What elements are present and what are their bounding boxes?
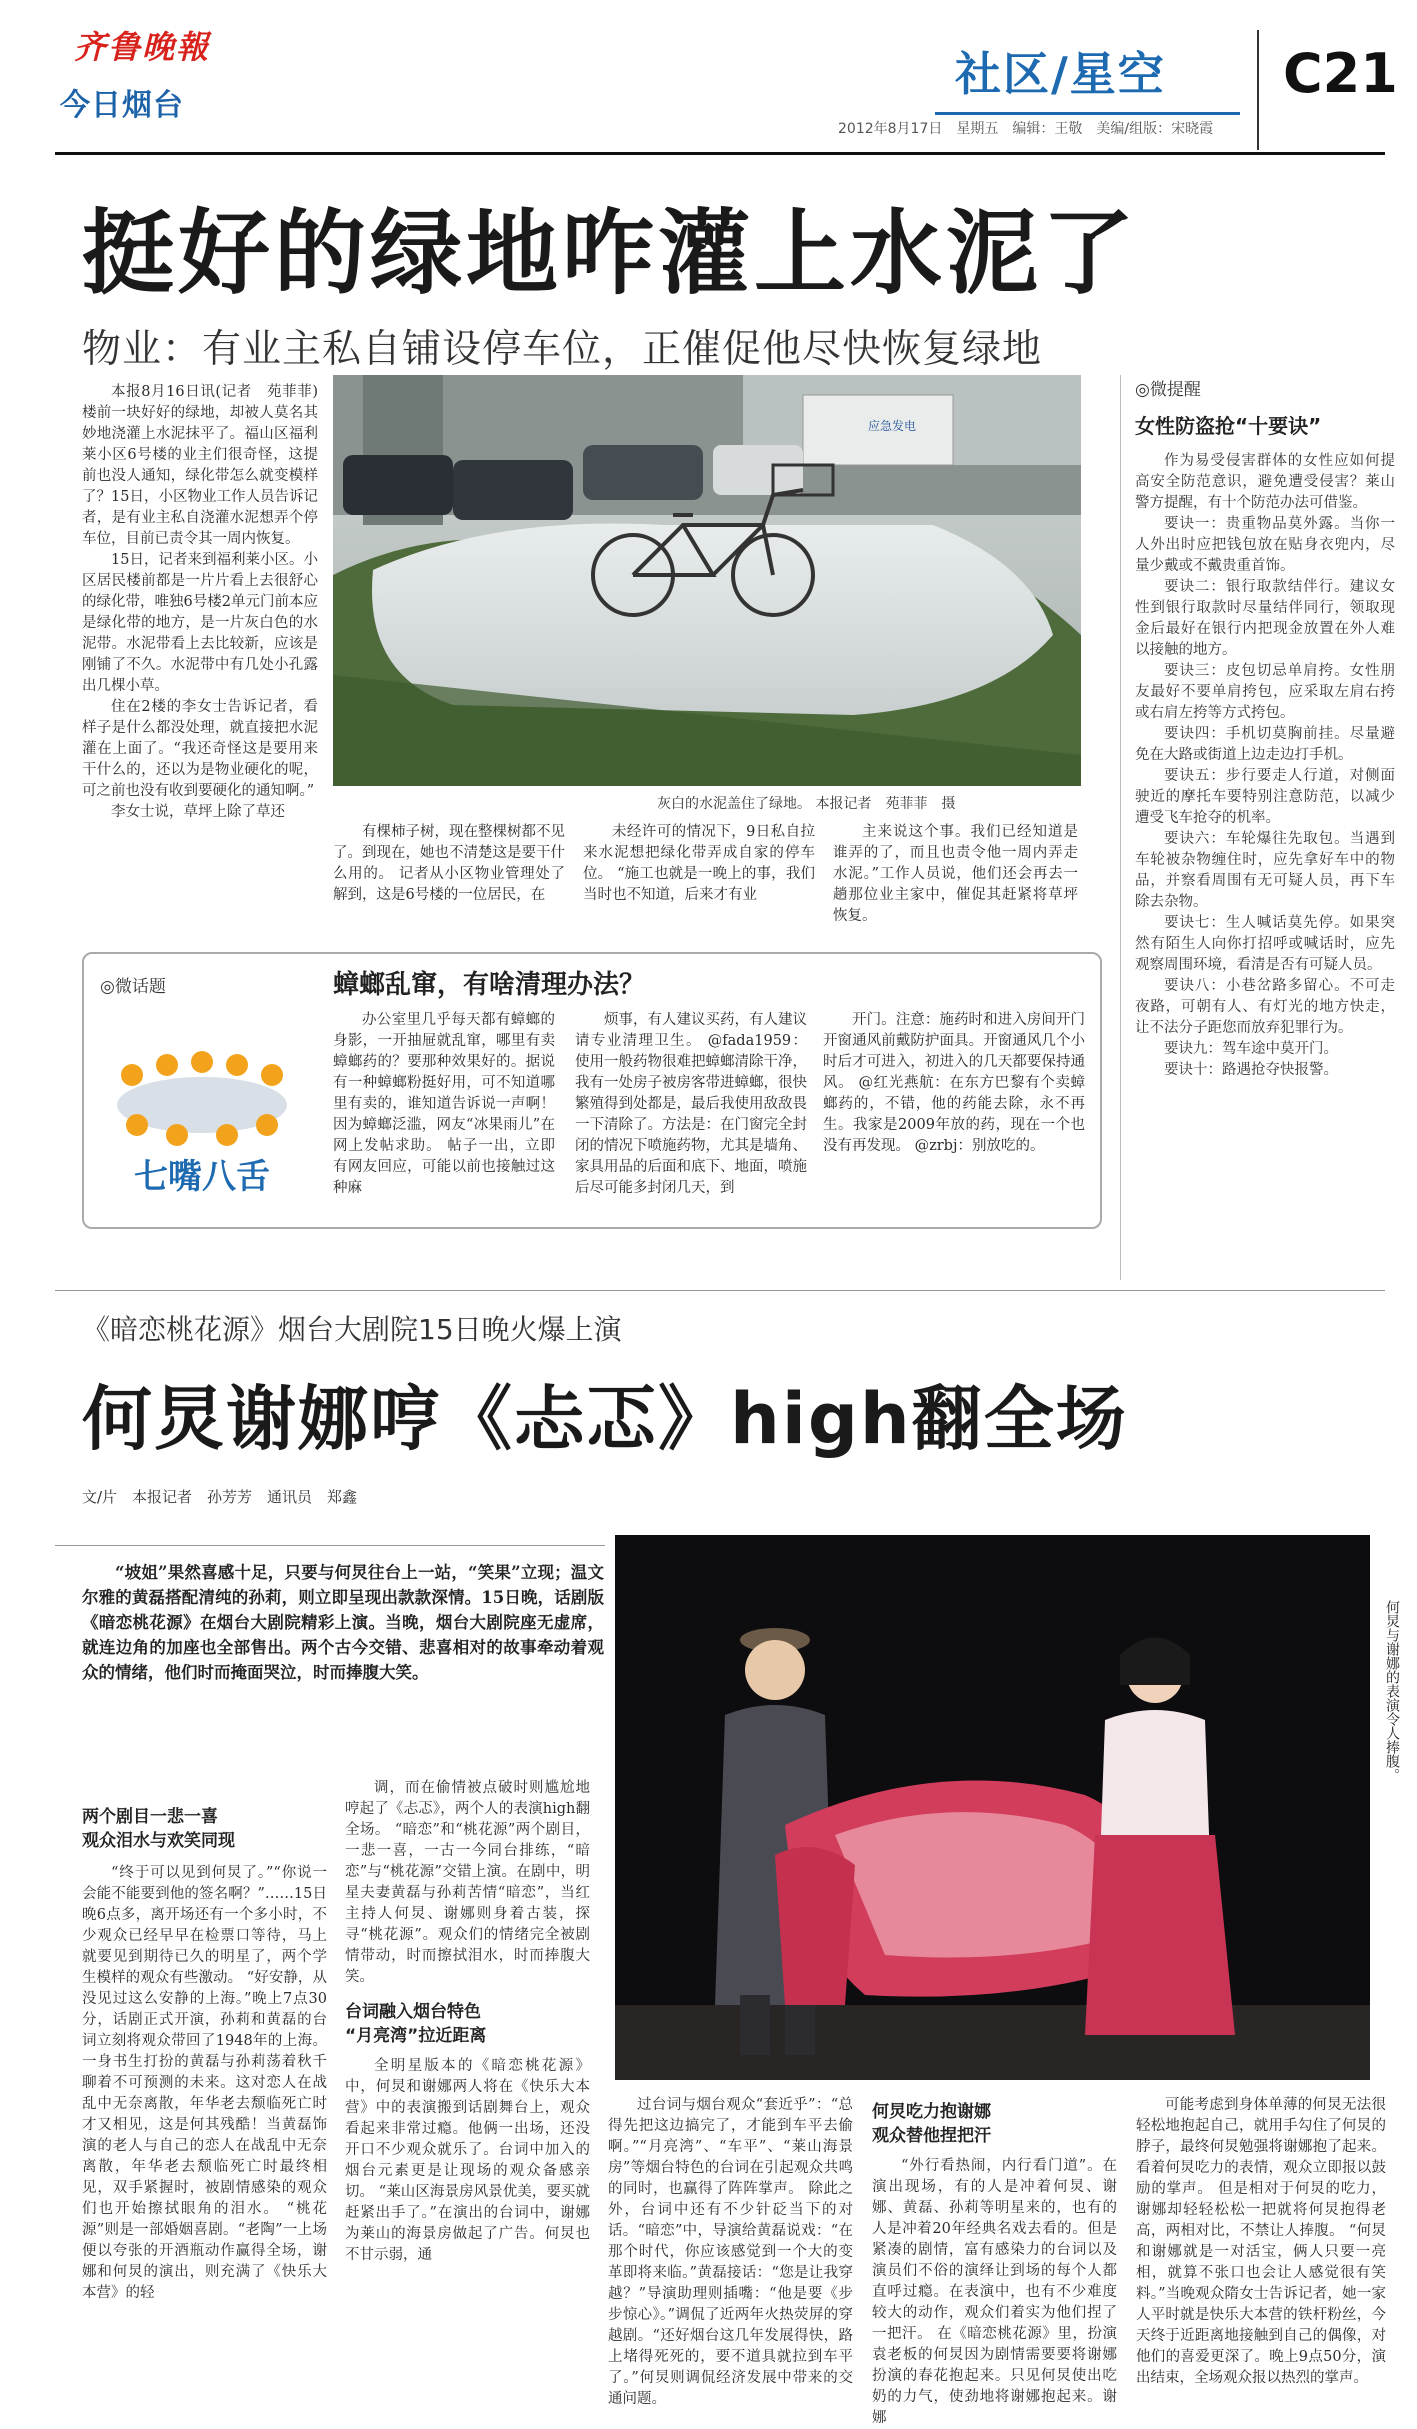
paragraph: 开门。注意：施药时和进入房间开门开窗通风前戴防护面具。开窗通风几个小时后才可进入，初进入的几天都要保持通风。 @红光燕航：在东方巴黎有个卖蟑螂药的，不错，他的药能去除，永不再生。我家是2009年放的药，现在一个也没有再发现。 @zrbj：别放吃的。 [823, 1012, 1085, 1154]
photo-concrete-lot [333, 375, 1081, 786]
article2-headline: 何炅谢娜哼《忐忑》high翻全场 [82, 1378, 1128, 1460]
header-divider [1257, 30, 1259, 150]
subhead-1-line2: 观众泪水与欢笑同现 [82, 1831, 235, 1851]
article1-column-3 [583, 822, 815, 942]
lead-paragraph: “坡姐”果然喜感十足，只要与何炅往台上一站，“笑果”立现；温文尔雅的黄磊搭配清纯的孙莉，则立即呈现出款款深情。15日晚，话剧版《暗恋桃花源》在烟台大剧院精彩上演。当晚，烟台大剧院座无虚席，就连边角的加座也全部售出。两个古今交错、悲喜相对的故事牵动着观众的情绪，他们时而掩面哭泣，时而捧腹大笑。 [82, 1563, 604, 1682]
article1-column-2 [333, 822, 565, 942]
byline-rule [55, 1545, 605, 1546]
article2-photo-caption: 何炅与谢娜的表演令人捧腹。 [1384, 1600, 1400, 1782]
paragraph: 主来说这个事。我们已经知道是谁弄的了，而且也责令他一周内弄走水泥。”工作人员说，他们还会再去一趟那位业主家中，催促其赶紧将草坪恢复。 [833, 824, 1078, 924]
article2-column-4 [872, 2100, 1117, 2426]
photo-stage-performance [615, 1535, 1370, 2080]
paragraph: 全明星版本的《暗恋桃花源》中，何炅和谢娜两人将在《快乐大本营》中的表演搬到话剧舞台上，观众看起来非常过瘾。他俩一出场，还没开口不少观众就乐了。台词中加入的烟台元素更是让现场的观众备感亲切。 “莱山区海景房风景优美，要买就赶紧出手了。”在演出的台词中，谢娜为莱山的海景房做起了广告。何炅也不甘示弱，通 [345, 2058, 590, 2263]
tip-item: 要诀五：步行要走人行道，对侧面驶近的摩托车要特别注意防范，以减少遭受飞车抢夺的机率。 [1135, 768, 1395, 826]
header-rule [55, 152, 1385, 155]
paragraph: “终于可以见到何炅了。”“你说一会能不能要到他的签名啊？”……15日晚6点多，离开场还有一个多小时，不少观众已经早早在检票口等待，马上就要见到期待已久的明星了，两个学生模样的观众有些激动。 “好安静，从没见过这么安静的上海。”晚上7点30分，话剧正式开演，孙莉和黄磊的台词立刻将观众带回了1948年的上海。一身书生打扮的黄磊与孙莉荡着秋千聊着不可预测的未来。这对恋人在战乱中无奈离散，年华老去颓临死亡时才又相见，这是何其残酷！当黄磊饰演的老人与自己的恋人在战乱中无奈离散，年华老去颓临死亡时最终相见，双手紧握时，被剧情感染的观众们也开始擦拭眼角的泪水。 “桃花源”则是一部婚姻喜剧。“老陶”一上场便以夸张的开酒瓶动作赢得全场，谢娜和何炅的演出，则充满了《快乐大本营》的轻 [82, 1865, 327, 2301]
paragraph: 15日，记者来到福利莱小区。小区居民楼前都是一片片看上去很舒心的绿化带，唯独6号楼2单元门前本应是绿化带的地方，是一片灰白色的水泥带。水泥带看上去比较新，应该是刚铺了不久。水泥带中有几处小孔露出几棵小草。 [82, 552, 318, 694]
sidebar-title: 女性防盗抢“十要诀” [1135, 414, 1322, 438]
paragraph: 本报8月16日讯(记者 苑菲菲) 楼前一块好好的绿地，却被人莫名其妙地浇灌上水泥抹平了。福山区福利莱小区6号楼的业主们很奇怪，这提前也没人通知，绿化带怎么就变模样了？15日，小区物业工作人员告诉记者，是有业主私自浇灌水泥想弄个停车位，目前已责令其一周内恢复。 [82, 384, 333, 547]
article2-column-3 [608, 2095, 853, 2407]
article2-photo [615, 1535, 1370, 2080]
paragraph: 未经许可的情况下，9日私自拉来水泥想把绿化带弄成自家的停车位。 “施工也就是一晚上的事，我们当时也不知道，后来才有业 [583, 824, 815, 903]
discussion-logo [92, 1010, 312, 1210]
article1-column-4 [833, 822, 1078, 942]
discussion-column-2 [575, 1010, 807, 1220]
article1-photo-caption: 灰白的水泥盖住了绿地。 本报记者 苑菲菲 摄 [657, 796, 956, 812]
edition-name: 今日烟台 [60, 88, 184, 123]
paragraph: “外行看热闹，内行看门道”。在演出现场，有的人是冲着何炅、谢娜、黄磊、孙莉等明星来的，也有的人是冲着20年经典名戏去看的。但是紧凑的剧情，富有感染力的台词以及演员们不俗的演绎让到场的每个人都直呼过瘾。在表演中，也有不少难度较大的动作，观众们着实为他们捏了一把汗。 在《暗恋桃花源》里，扮演袁老板的何炅因为剧情需要要将谢娜扮演的春花抱起来。只见何炅使出吃奶的力气，使劲地将谢娜抱起来。谢娜 [872, 2158, 1117, 2426]
discussion-title: 蟑螂乱窜，有啥清理办法？ [333, 970, 646, 1000]
paragraph: 有棵柿子树，现在整棵树都不见了。到现在，她也不清楚这是要干什么用的。 记者从小区物业管理处了解到，这是6号楼的一位居民，在 [333, 824, 565, 903]
newspaper-logo: 齐鲁晚報 [74, 28, 211, 66]
sidebar-intro: 作为易受侵害群体的女性应如何提高安全防范意识，避免遭受侵害？莱山警方提醒，有十个防范办法可借鉴。 [1135, 453, 1395, 511]
page-number: C21 [1283, 42, 1398, 105]
article2-kicker: 《暗恋桃花源》烟台大剧院15日晚火爆上演 [82, 1313, 622, 1346]
article2-column-1 [82, 1805, 327, 2355]
subhead-2-line1: 台词融入烟台特色 [345, 2002, 481, 2022]
subhead-3-line1: 何炅吃力抱谢娜 [872, 2102, 991, 2122]
subhead-1-line1: 两个剧目一悲一喜 [82, 1807, 218, 1827]
sidebar-text [1135, 451, 1395, 1081]
paragraph: 办公室里几乎每天都有蟑螂的身影，一开抽屉就乱窜，哪里有卖蟑螂药的？要那种效果好的。据说有一种蟑螂粉挺好用，可不知道哪里有卖的，谁知道告诉说一声啊！ 因为蟑螂泛滥，网友“冰果雨儿”在网上发帖求助。 帖子一出，立即有网友回应，可能以前也接触过这种麻 [333, 1012, 555, 1196]
tip-item: 要诀二：银行取款结伴行。建议女性到银行取款时尽量结伴同行，领取现金后最好在银行内把现金放置在外人难以接触的地方。 [1135, 579, 1395, 658]
tip-item: 要诀三：皮包切忌单肩挎。女性朋友最好不要单肩挎包，应采取左肩右挎或右肩左挎等方式挎包。 [1135, 663, 1395, 721]
article2-byline: 文/片 本报记者 孙芳芳 通讯员 郑鑫 [82, 1488, 358, 1506]
sidebar-tips [1120, 375, 1395, 1280]
article1-photo [333, 375, 1081, 786]
tip-item: 要诀十：路遇抢夺快报警。 [1164, 1062, 1338, 1078]
photo-sign-text: 应急发电 [868, 419, 917, 433]
article1-column-1 [82, 382, 333, 942]
paragraph: 李女士说，草坪上除了草还 [111, 804, 285, 820]
tip-item: 要诀九：驾车途中莫开门。 [1164, 1041, 1338, 1057]
section-divider [55, 1290, 1385, 1291]
tip-item: 要诀七：生人喊话莫先停。如果突然有陌生人向你打招呼或喊话时，应先观察周围环境，看清是否有可疑人员。 [1135, 915, 1395, 973]
discussion-column-1 [333, 1010, 555, 1220]
subhead-2-line2: “月亮湾”拉近距离 [345, 2026, 487, 2046]
section-title: 社区/星空 [955, 47, 1166, 101]
tip-item: 要诀四：手机切莫胸前挂。尽量避免在大路或街道上边走边打手机。 [1135, 726, 1395, 763]
paragraph: 住在2楼的李女士告诉记者，看样子是什么都没处理，就直接把水泥灌在上面了。“我还奇怪这是要用来干什么的，还以为是物业硬化的呢，可之前也没有收到要硬化的通知啊。” [82, 699, 318, 799]
discussion-tag: ◎微话题 [100, 977, 166, 997]
tip-item: 要诀一：贵重物品莫外露。当你一人外出时应把钱包放在贴身衣兜内，尽量少戴或不戴贵重首饰。 [1135, 516, 1395, 574]
article2-column-2 [345, 1778, 590, 2358]
section-underline [935, 112, 1240, 115]
issue-meta: 2012年8月17日 星期五 编辑：王敬 美编/组版：宋晓霞 [838, 121, 1214, 137]
discussion-logo-text: 七嘴八舌 [134, 1157, 270, 1197]
article2-lead [82, 1560, 604, 1685]
tip-item: 要诀六：车轮爆往先取包。当遇到车轮被杂物缠住时，应先拿好车中的物品，并察看周围有无可疑人员，再下车除去杂物。 [1135, 831, 1395, 910]
discussion-column-3 [823, 1010, 1085, 1220]
paragraph: 调，而在偷情被点破时则尴尬地哼起了《忐忑》，两个人的表演high翻全场。 “暗恋”和“桃花源”两个剧目，一悲一喜，一古一今同台排练，“暗恋”与“桃花源”交错上演。在剧中，明星夫妻黄磊与孙莉苦情“暗恋”，当红主持人何炅、谢娜则身着古装，探寻“桃花源”。观众们的情绪完全被剧情带动，时而擦拭泪水，时而捧腹大笑。 [345, 1780, 590, 1985]
sidebar-tag: ◎微提醒 [1135, 380, 1201, 400]
meeting-table-icon [92, 1010, 312, 1210]
subhead-3-line2: 观众替他捏把汗 [872, 2126, 991, 2146]
article1-headline: 挺好的绿地咋灌上水泥了 [82, 200, 1139, 307]
article1-subheadline: 物业：有业主私自铺设停车位，正催促他尽快恢复绿地 [82, 327, 1043, 372]
tip-item: 要诀八：小巷岔路多留心。不可走夜路，可朝有人、有灯光的地方快走，让不法分子距您而放弃犯罪行为。 [1135, 978, 1395, 1036]
article2-column-5 [1136, 2095, 1386, 2386]
paragraph: 过台词与烟台观众“套近乎”：“总得先把这边搞完了，才能到车平去偷啊。”“月亮湾”、“车平”、“莱山海景房”等烟台特色的台词在引起观众共鸣的同时，也赢得了阵阵掌声。 除此之外，台词中还有不少针砭当下的对话。“暗恋”中，导演给黄磊说戏：“在那个时代，你应该感觉到一个大的变革即将来临。”黄磊接话：“您是让我穿越？”导演助理则插嘴：“他是要《步步惊心》。”调侃了近两年火热荧屏的穿越剧。“还好烟台这几年发展得快，路上堵得死死的，要不道具就拉到车平了。”何炅则调侃经济发展中带来的交通问题。 [608, 2097, 853, 2407]
paragraph: 烦事，有人建议买药，有人建议请专业清理卫生。 @fada1959：使用一般药物很难把蟑螂清除干净，我有一处房子被房客带进蟑螂，很快繁殖得到处都是，最后我使用敌敌畏一下清除了。方法是：在门窗完全封闭的情况下喷施药物，尤其是墙角、家具用品的后面和底下、地面，喷施后尽可能多封闭几天，到 [575, 1012, 807, 1196]
paragraph: 可能考虑到身体单薄的何炅无法很轻松地抱起自己，就用手勾住了何炅的脖子，最终何炅勉强将谢娜抱了起来。看着何炅吃力的表情，观众立即报以鼓励的掌声。 但是相对于何炅的吃力，谢娜却轻轻松松一把就将何炅抱得老高，两相对比，不禁让人捧腹。 “何炅和谢娜就是一对活宝，俩人只要一亮相，就算不张口也会让人感觉很有笑料。”当晚观众隋女士告诉记者，她一家人平时就是快乐大本营的铁杆粉丝，今天终于近距离地接触到自己的偶像，对他们的喜爱更深了。晚上9点50分，演出结束，全场观众报以热烈的掌声。 [1136, 2097, 1386, 2386]
